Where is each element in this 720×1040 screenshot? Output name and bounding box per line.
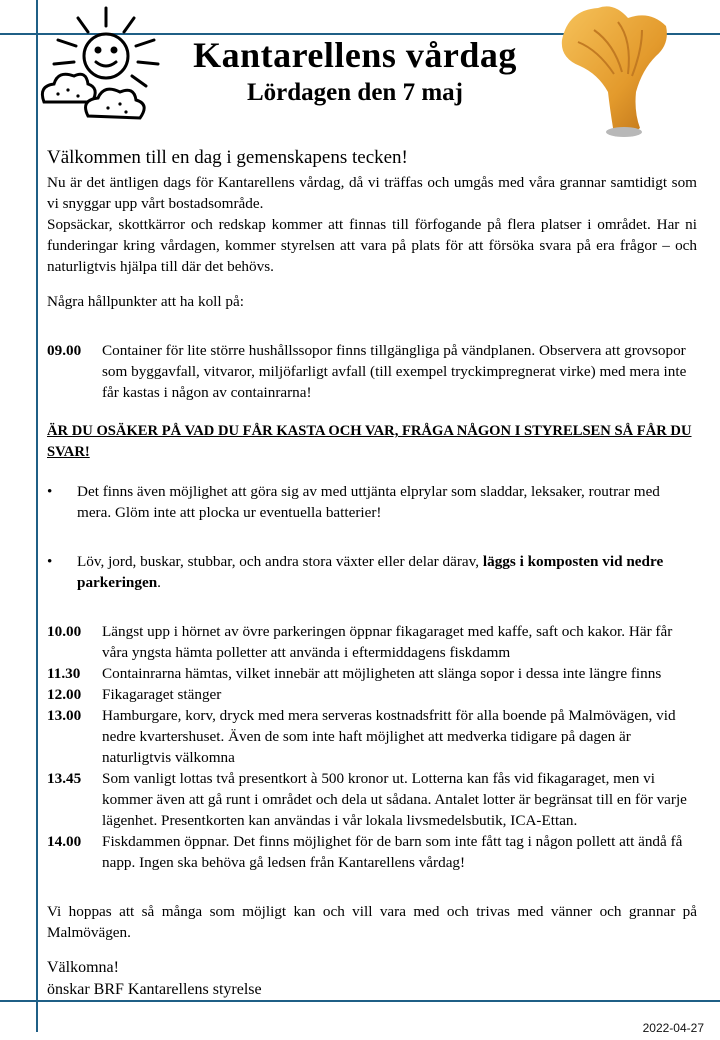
schedule-text: Container för lite större hushållssopor finns tillgängliga på vändplanen. Observera att grovsopor som byggavfall, vitvaror, miljöfarligt avfall (till exempel tryckimpregnerat virke) med mera inte får kastas i någon av containrarna!	[102, 342, 687, 401]
intro-paragraph-1: Nu är det äntligen dags för Kantarellens vårdag, då vi träffas och umgås med våra grannar samtidigt som vi snyggar upp vårt bostadsområde.	[47, 174, 697, 212]
page-subtitle: Lördagen den 7 maj	[247, 79, 463, 106]
intro-paragraph-2: Sopsäckar, skottkärror och redskap kommer att finnas till förfogande på flera platser i området. Har ni funderingar kring vårdagen, kommer styrelsen att vara på plats för att försöka svara på era frågor – och naturligtvis hjälpa till där det behövs.	[47, 216, 697, 275]
schedule-text: Containrarna hämtas, vilket innebär att möjligheten att slänga sopor i dessa inte längre finns	[102, 665, 662, 682]
schedule-time: 13.00	[47, 707, 82, 724]
bullet-item	[47, 551, 697, 593]
schedule-item-first	[47, 340, 697, 403]
schedule-text: Hamburgare, korv, dryck med mera serveras kostnadsfritt för alla boende på Malmövägen, vid nedre kvartershuset. Även de som inte haft möjlighet att medverka tidigare på dagen är naturligtvis välkomna	[102, 707, 676, 766]
closing-paragraph: Vi hoppas att så många som möjligt kan och vill vara med och trivas med vänner och grannar på Malmövägen.	[47, 903, 697, 941]
schedule-item	[47, 831, 697, 873]
schedule-text: Längst upp i hörnet av övre parkeringen öppnar fikagaraget med kaffe, saft och kakor. Här får våra yngsta hämta polletter att använda i eftermiddagens fiskdamm	[102, 623, 673, 661]
schedule-text: Fiskdammen öppnar. Det finns möjlighet för de barn som inte fått tag i någon pollett att ändå få napp. Ingen ska behöva gå ledsen från Kantarellens vårdag!	[102, 833, 683, 871]
schedule-time: 09.00	[47, 342, 82, 359]
footer-date: 2022-04-27	[642, 1021, 704, 1035]
schedule-item	[47, 684, 697, 705]
letter-body	[47, 146, 697, 1001]
schedule-text: Som vanligt lottas två presentkort à 500 kronor ut. Lotterna kan fås vid fikagaraget, men vi kommer även att gå runt i området och dela ut sådana. Antalet lotter är begränsat till en för varje lägenhet. Presentkorten kan användas i vår lokala livsmedelsbutik, ICA-Ettan.	[102, 770, 687, 829]
intro-lead: Välkommen till en dag i gemenskapens tecken!	[47, 147, 408, 168]
intro-paragraph-3: Några hållpunkter att ha koll på:	[47, 293, 244, 310]
schedule-time: 10.00	[47, 623, 82, 640]
bullet-mark: •	[47, 553, 53, 570]
bullet-text: Löv, jord, buskar, stubbar, och andra stora växter eller delar därav, läggs i komposten vid nedre parkeringen.	[77, 553, 664, 591]
schedule-item	[47, 705, 697, 768]
schedule-item	[47, 663, 697, 684]
bullet-text: Det finns även möjlighet att göra sig av med uttjänta elprylar som sladdar, leksaker, routrar med mera. Glöm inte att plocka ur eventuella batterier!	[77, 483, 660, 521]
schedule-time: 14.00	[47, 833, 82, 850]
schedule-time: 13.45	[47, 770, 82, 787]
page-title: Kantarellens vårdag	[193, 35, 517, 75]
closing-welcome: Välkomna!	[47, 959, 119, 976]
bullet-mark: •	[47, 483, 53, 500]
warning-notice: ÄR DU OSÄKER PÅ VAD DU FÅR KASTA OCH VAR, FRÅGA NÅGON I STYRELSEN SÅ FÅR DU SVAR!	[47, 423, 692, 460]
chanterelle-mushroom-icon	[558, 0, 670, 140]
left-vertical-rule	[36, 0, 38, 1032]
schedule-text: Fikagaraget stänger	[102, 686, 222, 703]
bullet-item	[47, 481, 697, 523]
schedule-time: 12.00	[47, 686, 82, 703]
closing-signature: önskar BRF Kantarellens styrelse	[47, 981, 262, 998]
schedule-item	[47, 621, 697, 663]
schedule-time: 11.30	[47, 665, 81, 682]
schedule-item	[47, 768, 697, 831]
